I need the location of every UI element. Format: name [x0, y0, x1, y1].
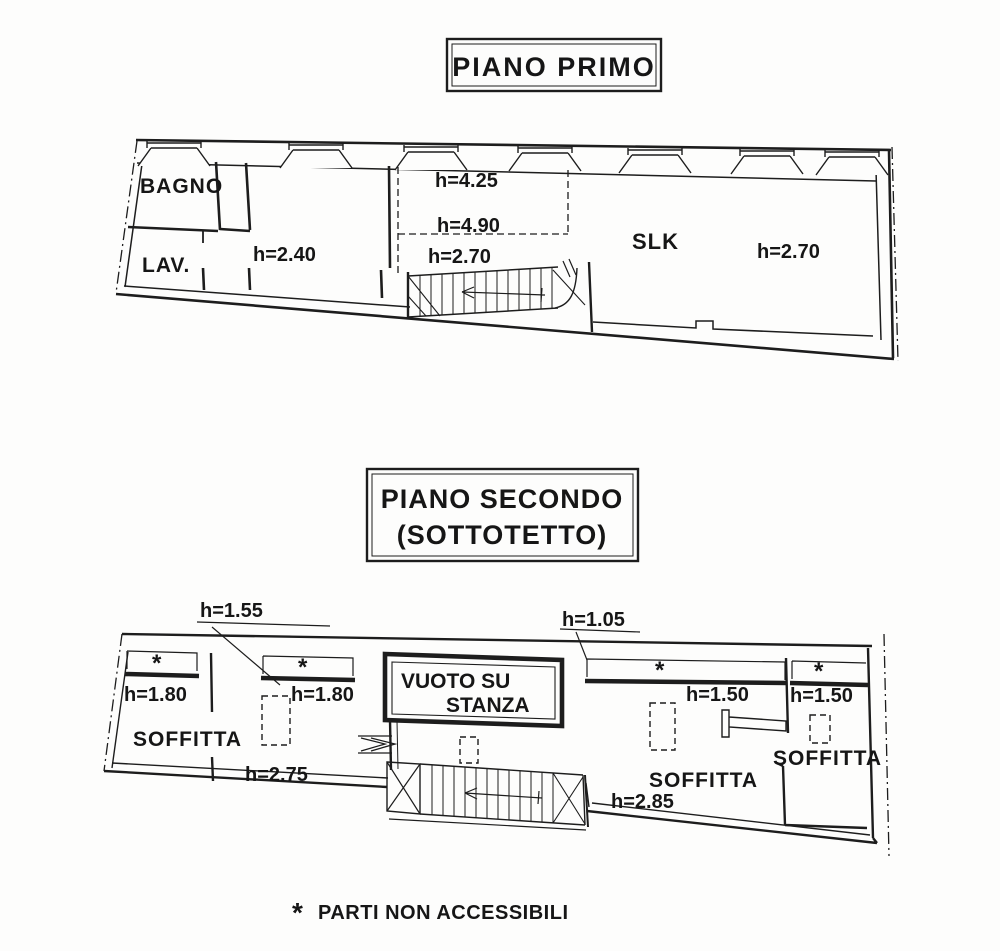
room-label-slk: SLK — [632, 229, 679, 254]
height-label-h240: h=2.40 — [253, 244, 316, 266]
legend-text: PARTI NON ACCESSIBILI — [318, 902, 569, 924]
non-accessible-marker-1: * — [152, 650, 162, 677]
f2-stair-outer-edge — [389, 819, 586, 830]
height-label-h105: h=1.05 — [562, 609, 625, 631]
f2-chimney-flues — [262, 696, 830, 763]
room-label-bagno: BAGNO — [140, 175, 224, 198]
height-label-h180-center: h=1.80 — [291, 684, 354, 706]
f2-stair-winders — [553, 773, 585, 824]
f2-stair-landing-cross — [387, 762, 420, 814]
non-accessible-marker-4: * — [814, 658, 824, 685]
non-accessible-marker-3: * — [655, 657, 665, 684]
height-label-h270-right: h=2.70 — [757, 241, 820, 263]
room-label-lav: LAV. — [142, 254, 191, 277]
f1-stair-direction-arrow — [462, 287, 545, 302]
height-label-h275: h=2.75 — [245, 764, 308, 786]
f2-steel-beam — [722, 710, 786, 737]
room-label-soffitta-left: SOFFITTA — [133, 728, 243, 751]
f2-stair-rails — [420, 764, 585, 825]
height-label-h150-right: h=1.50 — [790, 685, 853, 707]
window-bay-mask — [138, 148, 888, 175]
height-label-h155: h=1.55 — [200, 600, 263, 622]
room-label-soffitta-right: SOFFITTA — [773, 747, 883, 770]
legend — [292, 897, 569, 928]
non-accessible-marker-2: * — [298, 654, 308, 681]
floor1-title: PIANO PRIMO — [452, 52, 656, 82]
height-label-h150-center: h=1.50 — [686, 684, 749, 706]
height-label-h425: h=4.25 — [435, 170, 498, 192]
f1-stair-handrail-curve — [555, 268, 577, 308]
f2-staircase — [387, 762, 588, 830]
floor1-plan — [116, 39, 898, 361]
room-label-soffitta-center: SOFFITTA — [649, 769, 759, 792]
height-label-h270-center: h=2.70 — [428, 246, 491, 268]
floor2-title-line1: PIANO SECONDO — [380, 484, 624, 514]
height-label-h180-left: h=1.80 — [124, 684, 187, 706]
room-label-vuoto-line1: VUOTO SU — [401, 670, 511, 693]
f2-stair-treads — [432, 765, 553, 823]
height-label-h490: h=4.90 — [437, 215, 500, 237]
legend-asterisk: * — [292, 897, 303, 928]
f2-stair-direction-arrow — [465, 788, 542, 804]
floor2-title-line2: (SOTTOTETTO) — [396, 520, 608, 550]
floor2-plan — [104, 469, 889, 856]
height-label-h285: h=2.85 — [611, 791, 674, 813]
room-label-vuoto-line2: STANZA — [446, 694, 530, 717]
f1-stair-break-symbol — [563, 259, 576, 277]
f2-stair-shaft-inner-line — [397, 721, 398, 769]
